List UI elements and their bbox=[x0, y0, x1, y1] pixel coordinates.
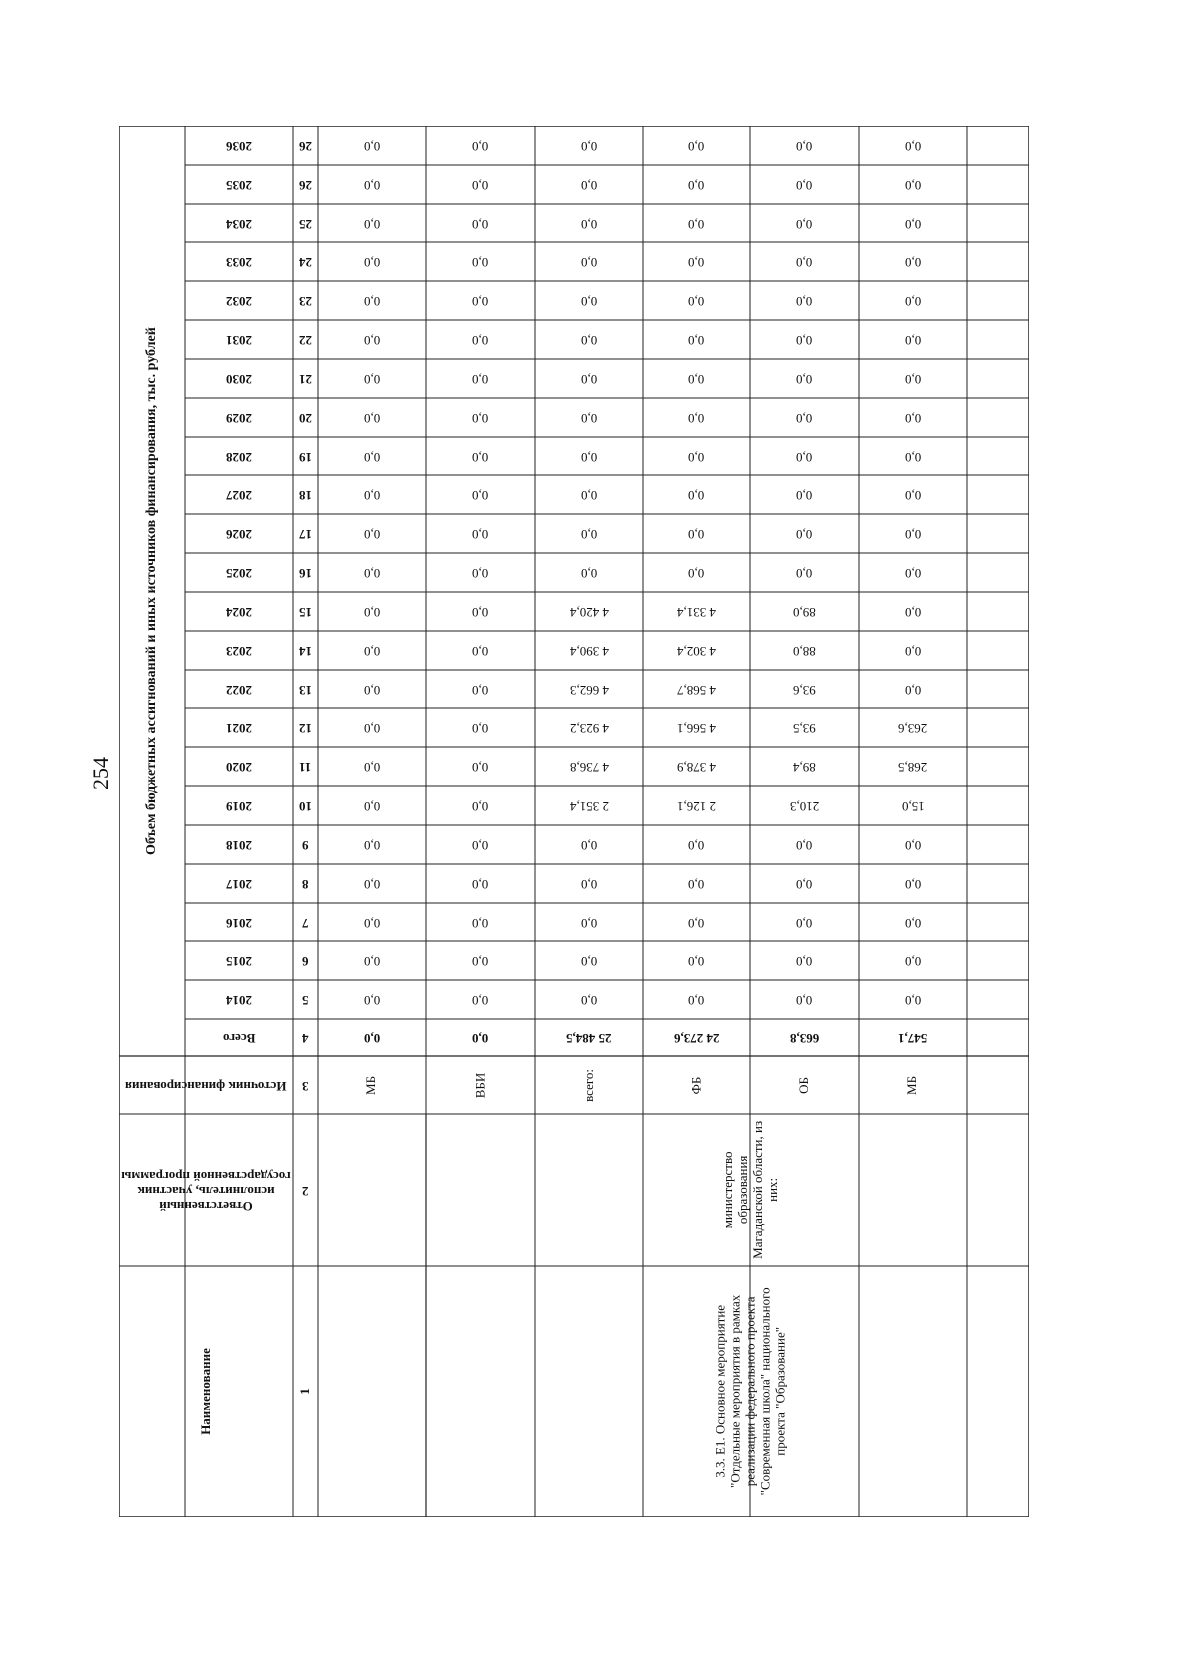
value-cell: 0,0 bbox=[363, 565, 381, 581]
value-cell: 0,0 bbox=[796, 371, 813, 387]
value-cell: 0,0 bbox=[363, 526, 381, 542]
value-cell: 0,0 bbox=[688, 332, 705, 348]
value-cell: 4 566,1 bbox=[677, 720, 716, 736]
year-header: 2029 bbox=[226, 410, 252, 426]
total-cell: 24 273,6 bbox=[673, 1030, 720, 1046]
value-cell: 0,0 bbox=[904, 487, 922, 503]
value-cell: 0,0 bbox=[363, 371, 381, 387]
value-cell: 0,0 bbox=[580, 293, 598, 309]
value-cell: 0,0 bbox=[363, 293, 381, 309]
value-cell: 263,6 bbox=[898, 720, 928, 736]
value-cell: 0,0 bbox=[363, 332, 381, 348]
value-cell: 0,0 bbox=[688, 293, 705, 309]
value-cell: 4 568,7 bbox=[677, 682, 716, 698]
value-cell: 4 302,4 bbox=[677, 643, 716, 659]
value-cell: 93,5 bbox=[793, 720, 816, 736]
value-cell: 0,0 bbox=[904, 953, 922, 969]
value-cell: 0,0 bbox=[472, 293, 489, 309]
value-cell: 0,0 bbox=[688, 216, 705, 232]
value-cell: 4 662,3 bbox=[569, 682, 609, 698]
column-number: 21 bbox=[299, 371, 312, 387]
year-header: 2014 bbox=[226, 992, 252, 1008]
column-number: 11 bbox=[299, 759, 312, 775]
value-cell: 0,0 bbox=[796, 487, 813, 503]
column-number: 19 bbox=[299, 449, 312, 465]
value-cell: 0,0 bbox=[796, 915, 813, 931]
value-cell: 0,0 bbox=[472, 487, 489, 503]
year-header: 2024 bbox=[226, 604, 252, 620]
name-header: Наименование bbox=[197, 1348, 213, 1435]
value-cell: 0,0 bbox=[904, 138, 922, 154]
year-header: 2022 bbox=[226, 682, 252, 698]
name-cell: 3.3. Е1. Основное мероприятие "Отдельные мероприятия в рамках реализации федерального проекта "Современная школа" национального проекта "Образование" bbox=[712, 1287, 788, 1496]
column-number: 22 bbox=[299, 332, 312, 348]
value-cell: 0,0 bbox=[904, 915, 922, 931]
value-cell: 0,0 bbox=[904, 837, 922, 853]
year-header: 2019 bbox=[226, 798, 252, 814]
source-header: Источник финансирования bbox=[125, 1078, 287, 1094]
value-cell: 0,0 bbox=[363, 254, 381, 270]
value-cell: 210,3 bbox=[789, 798, 820, 814]
column-number: 17 bbox=[299, 526, 312, 542]
value-cell: 0,0 bbox=[796, 953, 813, 969]
value-cell: 0,0 bbox=[688, 371, 705, 387]
value-cell: 0,0 bbox=[796, 177, 813, 193]
value-cell: 0,0 bbox=[472, 526, 489, 542]
value-cell: 0,0 bbox=[363, 682, 381, 698]
value-cell: 0,0 bbox=[472, 449, 489, 465]
value-cell: 0,0 bbox=[796, 876, 813, 892]
value-cell: 0,0 bbox=[580, 254, 598, 270]
value-cell: 2 126,1 bbox=[677, 798, 716, 814]
value-cell: 0,0 bbox=[904, 876, 922, 892]
value-cell: 0,0 bbox=[472, 216, 489, 232]
value-cell: 0,0 bbox=[904, 449, 922, 465]
value-cell: 0,0 bbox=[796, 138, 813, 154]
value-cell: 0,0 bbox=[688, 449, 705, 465]
column-number: 2 bbox=[302, 1183, 309, 1199]
value-cell: 0,0 bbox=[363, 216, 381, 232]
page-number: 254 bbox=[88, 757, 113, 790]
source-cell: ФБ bbox=[688, 1076, 704, 1094]
value-cell: 0,0 bbox=[472, 604, 489, 620]
value-cell: 0,0 bbox=[796, 992, 813, 1008]
value-cell: 0,0 bbox=[580, 487, 598, 503]
column-number: 1 bbox=[297, 1388, 313, 1395]
column-number: 8 bbox=[302, 876, 309, 892]
year-header: 2030 bbox=[226, 371, 252, 387]
value-cell: 0,0 bbox=[472, 837, 489, 853]
value-cell: 0,0 bbox=[796, 216, 813, 232]
value-cell: 4 390,4 bbox=[569, 643, 609, 659]
column-number: 18 bbox=[299, 487, 312, 503]
year-header: 2017 bbox=[226, 876, 252, 892]
value-cell: 4 923,2 bbox=[569, 720, 609, 736]
year-header: 2018 bbox=[226, 837, 252, 853]
column-number: 10 bbox=[299, 798, 312, 814]
column-number: 9 bbox=[302, 837, 309, 853]
year-header: 2028 bbox=[226, 449, 252, 465]
value-cell: 0,0 bbox=[904, 371, 922, 387]
value-cell: 0,0 bbox=[580, 837, 598, 853]
value-cell: 0,0 bbox=[472, 138, 489, 154]
value-cell: 0,0 bbox=[796, 526, 813, 542]
year-header: 2035 bbox=[226, 177, 252, 193]
value-cell: 0,0 bbox=[580, 371, 598, 387]
value-cell: 0,0 bbox=[472, 915, 489, 931]
value-cell: 0,0 bbox=[796, 254, 813, 270]
value-cell: 0,0 bbox=[904, 216, 922, 232]
value-cell: 0,0 bbox=[904, 293, 922, 309]
value-cell: 4 378,9 bbox=[677, 759, 716, 775]
total-cell: 663,8 bbox=[789, 1030, 820, 1046]
source-cell: МБ bbox=[363, 1075, 379, 1095]
value-cell: 93,6 bbox=[793, 682, 816, 698]
value-cell: 0,0 bbox=[688, 837, 705, 853]
value-cell: 0,0 bbox=[472, 643, 489, 659]
source-cell: МБ bbox=[904, 1075, 920, 1095]
value-cell: 0,0 bbox=[580, 177, 598, 193]
value-cell: 0,0 bbox=[363, 992, 381, 1008]
year-header: 2020 bbox=[226, 759, 252, 775]
year-header: 2031 bbox=[226, 332, 252, 348]
budget-table bbox=[119, 126, 1029, 1517]
column-number: 15 bbox=[299, 604, 312, 620]
value-cell: 0,0 bbox=[472, 953, 489, 969]
column-number: 4 bbox=[302, 1030, 309, 1046]
value-cell: 0,0 bbox=[580, 449, 598, 465]
value-cell: 0,0 bbox=[796, 410, 813, 426]
value-cell: 0,0 bbox=[904, 992, 922, 1008]
column-number: 16 bbox=[299, 565, 312, 581]
value-cell: 0,0 bbox=[472, 371, 489, 387]
column-number: 26 bbox=[299, 177, 312, 193]
value-cell: 0,0 bbox=[688, 992, 705, 1008]
value-cell: 0,0 bbox=[580, 216, 598, 232]
value-cell: 0,0 bbox=[688, 876, 705, 892]
value-cell: 0,0 bbox=[363, 410, 381, 426]
executor-cell: министерство образования Магаданской области, из них: bbox=[720, 1121, 780, 1259]
value-cell: 4 420,4 bbox=[569, 604, 609, 620]
year-header: 2015 bbox=[226, 953, 252, 969]
column-number: 26 bbox=[299, 138, 312, 154]
value-cell: 0,0 bbox=[904, 682, 922, 698]
column-number: 7 bbox=[302, 915, 309, 931]
value-cell: 0,0 bbox=[472, 759, 489, 775]
column-number: 12 bbox=[299, 720, 312, 736]
column-number: 14 bbox=[299, 643, 312, 659]
value-cell: 0,0 bbox=[688, 487, 705, 503]
value-cell: 0,0 bbox=[363, 759, 381, 775]
value-cell: 0,0 bbox=[472, 332, 489, 348]
value-cell: 0,0 bbox=[796, 449, 813, 465]
value-cell: 0,0 bbox=[580, 565, 598, 581]
value-cell: 0,0 bbox=[580, 138, 598, 154]
value-cell: 0,0 bbox=[472, 992, 489, 1008]
value-cell: 0,0 bbox=[688, 953, 705, 969]
column-number: 23 bbox=[299, 293, 312, 309]
value-cell: 0,0 bbox=[363, 604, 381, 620]
year-header: 2021 bbox=[226, 720, 252, 736]
total-cell: 25 484,5 bbox=[566, 1030, 612, 1046]
source-cell: ВБИ bbox=[472, 1072, 488, 1098]
value-cell: 89,4 bbox=[793, 759, 816, 775]
value-cell: 0,0 bbox=[472, 254, 489, 270]
value-cell: 4 736,8 bbox=[569, 759, 609, 775]
value-cell: 268,5 bbox=[898, 759, 928, 775]
value-cell: 0,0 bbox=[363, 449, 381, 465]
value-cell: 0,0 bbox=[904, 177, 922, 193]
year-header: 2033 bbox=[226, 254, 252, 270]
source-cell: ОБ bbox=[796, 1076, 812, 1094]
value-cell: 0,0 bbox=[688, 915, 705, 931]
value-cell: 0,0 bbox=[688, 177, 705, 193]
executor-header: Ответственный исполнитель, участник государственной программы bbox=[121, 1168, 291, 1214]
value-cell: 0,0 bbox=[688, 138, 705, 154]
value-cell: 0,0 bbox=[904, 604, 922, 620]
year-header: 2032 bbox=[226, 293, 252, 309]
value-cell: 0,0 bbox=[580, 332, 598, 348]
total-cell: 0,0 bbox=[472, 1030, 489, 1046]
value-cell: 0,0 bbox=[904, 643, 922, 659]
value-cell: 0,0 bbox=[363, 837, 381, 853]
value-cell: 0,0 bbox=[580, 410, 598, 426]
value-cell: 0,0 bbox=[472, 682, 489, 698]
value-cell: 0,0 bbox=[904, 254, 922, 270]
value-cell: 0,0 bbox=[363, 177, 381, 193]
value-cell: 0,0 bbox=[363, 643, 381, 659]
value-cell: 0,0 bbox=[363, 953, 381, 969]
value-cell: 0,0 bbox=[688, 254, 705, 270]
column-number: 3 bbox=[302, 1078, 309, 1094]
total-header: Всего bbox=[222, 1030, 256, 1046]
value-cell: 0,0 bbox=[363, 798, 381, 814]
value-cell: 0,0 bbox=[472, 177, 489, 193]
value-cell: 0,0 bbox=[363, 915, 381, 931]
year-header: 2016 bbox=[226, 915, 252, 931]
column-number: 13 bbox=[299, 682, 312, 698]
column-number: 5 bbox=[302, 992, 309, 1008]
year-header: 2025 bbox=[226, 565, 252, 581]
value-cell: 0,0 bbox=[580, 915, 598, 931]
value-cell: 0,0 bbox=[580, 953, 598, 969]
value-cell: 0,0 bbox=[796, 837, 813, 853]
column-number: 6 bbox=[302, 953, 309, 969]
value-cell: 4 331,4 bbox=[677, 604, 716, 620]
column-number: 20 bbox=[299, 410, 312, 426]
super-header: Объем бюджетных ассигнований и иных источников финансирования, тыс. рублей bbox=[143, 327, 159, 855]
value-cell: 0,0 bbox=[904, 565, 922, 581]
value-cell: 0,0 bbox=[580, 992, 598, 1008]
year-header: 2036 bbox=[226, 138, 252, 154]
total-cell: 547,1 bbox=[898, 1030, 928, 1046]
value-cell: 0,0 bbox=[796, 332, 813, 348]
value-cell: 0,0 bbox=[472, 876, 489, 892]
value-cell: 0,0 bbox=[796, 293, 813, 309]
value-cell: 0,0 bbox=[688, 526, 705, 542]
column-number: 24 bbox=[299, 254, 312, 270]
value-cell: 0,0 bbox=[688, 410, 705, 426]
year-header: 2026 bbox=[226, 526, 252, 542]
value-cell: 0,0 bbox=[904, 332, 922, 348]
value-cell: 0,0 bbox=[580, 876, 598, 892]
value-cell: 89,0 bbox=[793, 604, 816, 620]
value-cell: 0,0 bbox=[363, 138, 381, 154]
value-cell: 0,0 bbox=[796, 565, 813, 581]
value-cell: 0,0 bbox=[688, 565, 705, 581]
value-cell: 0,0 bbox=[472, 410, 489, 426]
value-cell: 0,0 bbox=[904, 526, 922, 542]
value-cell: 2 351,4 bbox=[569, 798, 609, 814]
value-cell: 88,0 bbox=[793, 643, 816, 659]
value-cell: 0,0 bbox=[472, 565, 489, 581]
year-header: 2027 bbox=[226, 487, 252, 503]
value-cell: 0,0 bbox=[472, 798, 489, 814]
value-cell: 15,0 bbox=[901, 798, 925, 814]
column-number: 25 bbox=[299, 216, 312, 232]
year-header: 2034 bbox=[226, 216, 252, 232]
value-cell: 0,0 bbox=[363, 487, 381, 503]
value-cell: 0,0 bbox=[472, 720, 489, 736]
value-cell: 0,0 bbox=[363, 720, 381, 736]
value-cell: 0,0 bbox=[363, 876, 381, 892]
total-cell: 0,0 bbox=[363, 1030, 381, 1046]
source-cell: всего: bbox=[580, 1068, 596, 1102]
value-cell: 0,0 bbox=[580, 526, 598, 542]
year-header: 2023 bbox=[226, 643, 252, 659]
value-cell: 0,0 bbox=[904, 410, 922, 426]
